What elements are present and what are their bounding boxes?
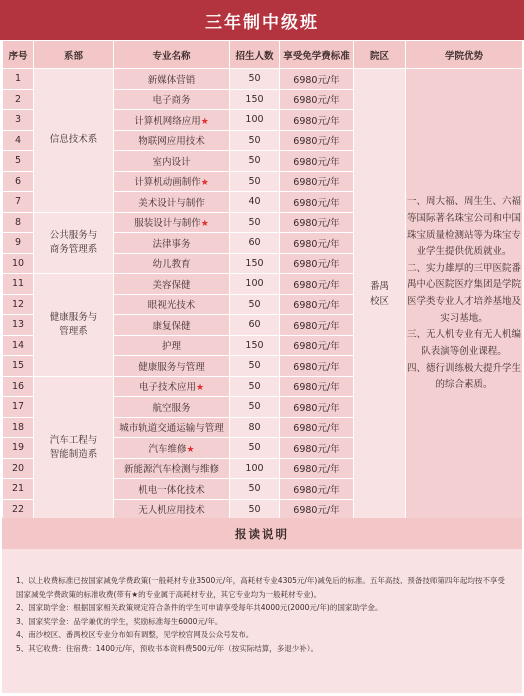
quota-cell: 50 (230, 151, 280, 172)
major-cell (114, 192, 230, 213)
fee-cell: 6980元/年 (280, 458, 354, 479)
advantage-item: 四、德行训练极大提升学生的综合素质。 (406, 362, 521, 391)
quota-cell: 60 (230, 233, 280, 254)
major-cell (114, 151, 230, 172)
quota-cell: 50 (230, 171, 280, 192)
quota-cell: 150 (230, 89, 280, 110)
notes-section (2, 518, 522, 693)
row-number: 12 (3, 294, 34, 315)
row-number: 18 (3, 417, 34, 438)
major-cell (114, 110, 230, 131)
major-cell (114, 253, 230, 274)
row-number: 22 (3, 499, 34, 520)
major-cell (114, 438, 230, 459)
note-item: 4、南沙校区、番禺校区专业分布如有调整，见学校官网及公众号发布。 (16, 630, 254, 639)
major-name: 物联网应用技术 (138, 136, 205, 148)
department-cell: 健康服务与管理系 (34, 274, 114, 377)
major-name: 航空服务 (152, 402, 191, 414)
row-number: 14 (3, 335, 34, 356)
note-item: 5、其它收费：住宿费：1400元/年，预收书本资料费500元/年（按实际结算，多退少补）。 (16, 643, 318, 653)
major-name: 新能源汽车检测与维修 (123, 464, 219, 476)
quota-cell: 50 (230, 397, 280, 418)
fee-cell: 6980元/年 (280, 438, 354, 459)
quota-cell: 50 (230, 69, 280, 90)
row-number: 9 (3, 233, 34, 254)
notes-heading: 报读说明 (2, 518, 522, 549)
row-number: 10 (3, 253, 34, 274)
row-number: 11 (3, 274, 34, 295)
advantage-item: 三、无人机专业有无人机编队表演等创业课程。 (406, 329, 521, 357)
quota-cell: 40 (230, 192, 280, 213)
major-cell (114, 171, 230, 192)
fee-cell: 6980元/年 (280, 212, 354, 233)
star-icon: ★ (186, 444, 195, 455)
campus-cell: 番禺校区 (354, 69, 406, 520)
note-item: 3、国家奖学金：品学兼优的学生，奖励标准每生6000元/年。 (16, 616, 223, 626)
fee-cell: 6980元/年 (280, 192, 354, 213)
col-header-campus: 院区 (354, 41, 406, 69)
table-row (3, 69, 523, 90)
major-name: 眼视光技术 (147, 300, 196, 312)
row-number: 13 (3, 315, 34, 336)
major-cell (114, 233, 230, 254)
major-name: 美术设计与制作 (138, 197, 205, 209)
major-cell (114, 397, 230, 418)
col-header-dept: 系部 (34, 41, 114, 69)
major-name: 健康服务与管理 (138, 361, 205, 373)
major-name: 计算机网络应用 (134, 115, 201, 127)
fee-cell: 6980元/年 (280, 233, 354, 254)
col-header-advantages: 学院优势 (406, 41, 523, 69)
fee-cell: 6980元/年 (280, 110, 354, 131)
major-name: 汽车维修 (148, 443, 187, 455)
major-cell (114, 335, 230, 356)
major-cell (114, 479, 230, 500)
fee-cell: 6980元/年 (280, 315, 354, 336)
star-icon: ★ (195, 383, 205, 394)
col-header-no: 序号 (3, 41, 34, 69)
fee-cell: 6980元/年 (280, 171, 354, 192)
fee-cell: 6980元/年 (280, 274, 354, 295)
major-name: 城市轨道交通运输与管理 (119, 423, 224, 435)
major-name: 康复保健 (152, 320, 191, 332)
major-cell (114, 499, 230, 520)
fee-cell: 6980元/年 (280, 253, 354, 274)
fee-cell: 6980元/年 (280, 479, 354, 500)
major-name: 无人机应用技术 (138, 505, 205, 517)
notes-list (16, 574, 512, 655)
fee-cell: 6980元/年 (280, 294, 354, 315)
quota-cell: 50 (230, 376, 280, 397)
major-name: 电子技术应用 (138, 382, 196, 394)
department-cell: 信息技术系 (34, 69, 114, 213)
quota-cell: 50 (230, 212, 280, 233)
major-cell (114, 294, 230, 315)
quota-cell: 150 (230, 253, 280, 274)
major-name: 电子商务 (152, 95, 191, 107)
row-number: 15 (3, 356, 34, 377)
department-cell: 公共服务与商务管理系 (34, 212, 114, 274)
major-cell (114, 130, 230, 151)
fee-cell: 6980元/年 (280, 499, 354, 520)
department-cell: 汽车工程与智能制造系 (34, 376, 114, 520)
header-row (3, 41, 523, 69)
row-number: 3 (3, 110, 34, 131)
major-cell (114, 458, 230, 479)
fee-cell: 6980元/年 (280, 151, 354, 172)
quota-cell: 50 (230, 499, 280, 520)
advantages-cell (406, 69, 523, 520)
major-name: 美容保健 (152, 279, 191, 291)
row-number: 16 (3, 376, 34, 397)
row-number: 21 (3, 479, 34, 500)
col-header-fee: 享受免学费标准 (280, 41, 354, 69)
row-number: 2 (3, 89, 34, 110)
advantage-item: 二、实力雄厚的三甲医院番禺中心医院医疗集团是学院医学类专业人才培养基地及实习基地。 (406, 262, 521, 324)
quota-cell: 100 (230, 274, 280, 295)
row-number: 1 (3, 69, 34, 90)
fee-cell: 6980元/年 (280, 417, 354, 438)
quota-cell: 50 (230, 438, 280, 459)
col-header-quota: 招生人数 (230, 41, 280, 69)
row-number: 19 (3, 438, 34, 459)
col-header-major: 专业名称 (114, 41, 230, 69)
major-cell (114, 376, 230, 397)
major-cell (114, 315, 230, 336)
quota-cell: 50 (230, 479, 280, 500)
fee-cell: 6980元/年 (280, 376, 354, 397)
row-number: 7 (3, 192, 34, 213)
major-cell (114, 69, 230, 90)
advantage-item: 一、周大福、周生生、六福等国际著名珠宝公司和中国珠宝质量检测站等为珠宝专业学生提供优质就业。 (406, 196, 521, 258)
row-number: 17 (3, 397, 34, 418)
fee-cell: 6980元/年 (280, 69, 354, 90)
major-cell (114, 274, 230, 295)
major-cell (114, 417, 230, 438)
fee-cell: 6980元/年 (280, 397, 354, 418)
major-name: 计算机动画制作 (134, 177, 201, 189)
major-name: 服装设计与制作 (134, 218, 201, 230)
major-name: 新媒体营销 (147, 74, 196, 86)
fee-cell: 6980元/年 (280, 356, 354, 377)
quota-cell: 150 (230, 335, 280, 356)
row-number: 5 (3, 151, 34, 172)
star-icon: ★ (200, 178, 209, 189)
major-name: 室内设计 (152, 156, 191, 168)
fee-cell: 6980元/年 (280, 130, 354, 151)
major-name: 幼儿教育 (152, 259, 191, 271)
major-name: 法律事务 (152, 238, 191, 250)
row-number: 20 (3, 458, 34, 479)
fee-cell: 6980元/年 (280, 89, 354, 110)
quota-cell: 50 (230, 130, 280, 151)
fee-cell: 6980元/年 (280, 335, 354, 356)
quota-cell: 50 (230, 294, 280, 315)
major-cell (114, 356, 230, 377)
row-number: 6 (3, 171, 34, 192)
program-table (2, 40, 523, 520)
quota-cell: 50 (230, 356, 280, 377)
quota-cell: 100 (230, 110, 280, 131)
quota-cell: 100 (230, 458, 280, 479)
quota-cell: 80 (230, 417, 280, 438)
major-cell (114, 212, 230, 233)
major-name: 机电一体化技术 (138, 484, 205, 496)
row-number: 8 (3, 212, 34, 233)
quota-cell: 60 (230, 315, 280, 336)
star-icon: ★ (200, 116, 209, 127)
major-name: 护理 (161, 341, 181, 353)
note-item: 1、以上收费标准已按国家减免学费政策(一般耗材专业3500元/年，高耗材专业4305元/年)减免后的标准。五年高技、预备技师第四年起均按不享受国家减免学费政策的标准收费(带有★的专业属于高耗材专业，其它专业均为一般耗材专业)。 (16, 576, 505, 599)
note-item: 2、国家助学金：根据国家相关政策规定符合条件的学生可申请享受每年共4000元(2000元/年)的国家助学金。 (16, 603, 383, 612)
major-cell (114, 89, 230, 110)
page-title: 三年制中级班 (0, 0, 524, 40)
star-icon: ★ (200, 219, 209, 230)
row-number: 4 (3, 130, 34, 151)
